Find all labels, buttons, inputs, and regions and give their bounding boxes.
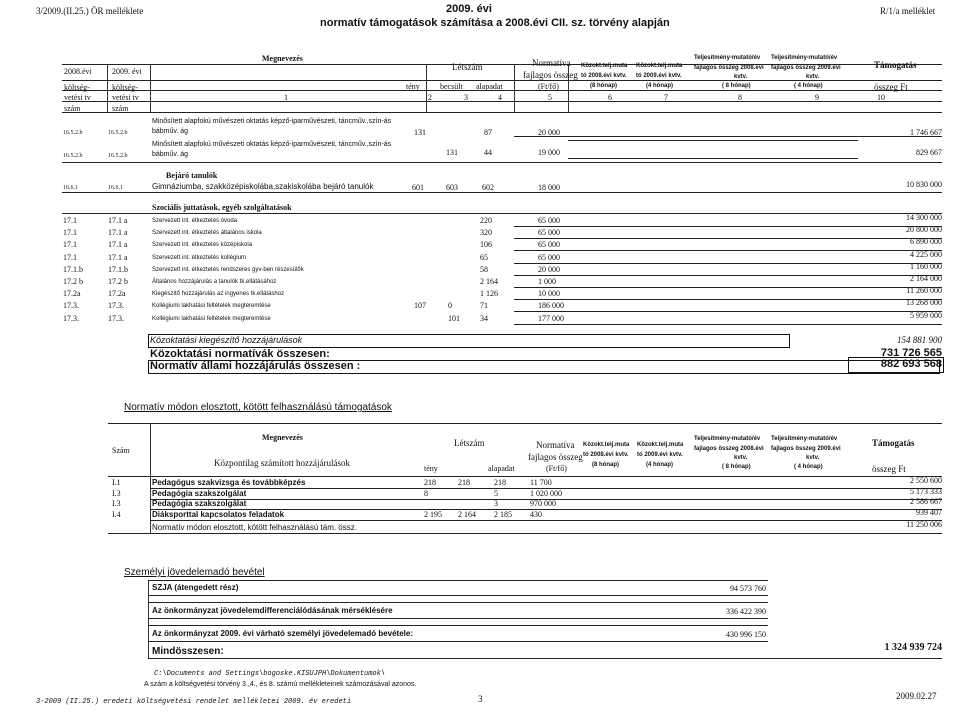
szoc-row-tamogatas: 6 890 000 (910, 237, 942, 246)
t2-header-kozokt1b: tó 2008.évi kvtv. (583, 452, 629, 458)
szoc-row-alapadat: 65 (480, 253, 488, 262)
t1-bejaro-title: Bejáró tanulók (166, 171, 218, 180)
szoc-row-tamogatas: 2 164 000 (910, 274, 942, 283)
t1-header-telj2c: kvtv. (806, 74, 820, 80)
t3-row1-value: 94 573 760 (730, 584, 766, 593)
szoc-row-normativa: 65 000 (538, 228, 560, 237)
szoc-row-alapadat: 1 126 (480, 289, 498, 298)
t1-szoc-title: Szociális juttatások, egyéb szolgáltatások (152, 203, 292, 212)
t2-header-szam: Szám (112, 446, 130, 455)
footer-note: A szám a költségvetési törvény 3.,4., és 8. számú mellékleteinek számozásával azonos. (144, 681, 417, 688)
t2-row-teny: 2 195 (424, 510, 442, 519)
t1-ossz-value: 731 726 565 (880, 347, 942, 359)
t1-colnum-4: 4 (498, 93, 502, 102)
szoc-row-code1: 17.1 (63, 216, 77, 225)
t1-colnum-1: 1 (284, 93, 288, 102)
t1-bejaro-label: Gimnáziumba, szakközépiskolába,szakiskolába bejáró tanulók (152, 182, 374, 191)
t2-row-alapadat: 5 (494, 489, 498, 498)
t1-row2-alapadat: 44 (484, 148, 492, 157)
szoc-row-normativa: 186 000 (538, 301, 564, 310)
t2-row-label: Pedagógia szakszolgálat (152, 499, 247, 508)
footer-path: C:\Documents and Settings\bogoske.KISUJPH\Dokumentumok\ (154, 670, 386, 678)
t2-row-tamogatas: 939 407 (916, 508, 942, 517)
t1-bejaro-tamogatas: 10 830 000 (906, 180, 942, 189)
t1-header-telj1b: fajlagos összeg 2008.évi (694, 65, 764, 71)
t2-row-alapadat: 2 185 (494, 510, 512, 519)
t1-header-teny: tény (406, 82, 420, 91)
szoc-row-label: Szervezett int. étkeztetés kollégium (152, 255, 247, 261)
szoc-row-normativa: 65 000 (538, 240, 560, 249)
t2-header-kozokt2c: (4 hónap) (646, 462, 673, 468)
t3-row2-value: 336 422 390 (726, 607, 766, 616)
t1-header-kozokt1a: Közokt.telj.muta (581, 63, 628, 69)
t2-header-alapadat: alapadat (488, 464, 515, 473)
t2-row-normativa: 11 700 (530, 478, 552, 487)
szoc-row-code1: 17.1.b (63, 265, 83, 274)
szoc-row-code1: 17.2 b (63, 277, 83, 286)
t1-header-osszeg: összeg Ft (874, 82, 908, 92)
t2-header-megnevezes: Megnevezés (262, 433, 303, 442)
t1-header-kozokt1c: (8 hónap) (590, 83, 617, 89)
t2-header-kozokt1c: (8 hónap) (592, 462, 619, 468)
t1-colnum-9: 9 (815, 93, 819, 102)
szoc-row-code2: 17.2a (108, 289, 126, 298)
szoc-row-code1: 17.1 (63, 253, 77, 262)
t2-row-alapadat: 3 (494, 499, 498, 508)
t2-header-tamogatas: Támogatás (872, 438, 915, 448)
szoc-row-tamogatas: 4 225 000 (910, 250, 942, 259)
t2-header-ftfo: (Ft/fő) (546, 464, 567, 473)
szoc-row-label: Szervezett int. étkeztetés óvoda (152, 218, 238, 224)
szoc-row-normativa: 1 000 (538, 277, 556, 286)
t2-header-teny: tény (424, 464, 438, 473)
szoc-row-alapadat: 58 (480, 265, 488, 274)
t1-header-kozokt2c: (4 hónap) (646, 83, 673, 89)
szoc-row-label: Szervezett int. étkeztetés rendszeres gyv-ben részesülők (152, 267, 304, 273)
szoc-row-tamogatas: 20 800 000 (906, 225, 942, 234)
t1-row1-label: Minősített alapfokú művészeti oktatás képző-iparművészeti, táncműv.,szín-ás bábműv. ág (152, 118, 392, 135)
szoc-row-normativa: 20 000 (538, 265, 560, 274)
t1-header-kozokt2a: Közokt.telj.muta (636, 63, 683, 69)
t2-header-osszeg: összeg Ft (872, 464, 906, 474)
t2-header-telj2c: kvtv. (806, 455, 820, 461)
szoc-row-alapadat: 34 (480, 314, 488, 323)
t3-row1-label: SZJA (átengedett rész) (152, 583, 239, 592)
t1-header-ftfo: (Ft/fő) (538, 82, 559, 91)
t1-colnum-5: 5 (548, 93, 552, 102)
t3-total-label: Mindösszesen: (152, 646, 224, 657)
szoc-row-tamogatas: 13 268 000 (906, 298, 942, 307)
szoc-row-alapadat: 2 164 (480, 277, 498, 286)
t2-row-label: Pedagógus szakvizsga és továbbképzés (152, 478, 306, 487)
szoc-row-code2: 17.1 a (108, 240, 128, 249)
t1-row2-tamogatas: 829 667 (916, 148, 942, 157)
t1-header-becsult: becsült (440, 82, 463, 91)
t1-row2-code2: 16.5.2.b (108, 153, 128, 159)
t2-row-szam: I.3 (112, 489, 121, 498)
t1-bejaro-teny: 601 (412, 183, 424, 192)
t1-header-vetesi2: vetési tv (112, 93, 139, 102)
t1-colnum-10: 10 (877, 93, 885, 102)
szoc-row-code2: 17.1 a (108, 228, 128, 237)
szoc-row-tamogatas: 11 260 000 (906, 286, 942, 295)
t2-row-teny: 218 (424, 478, 436, 487)
title-year: 2009. évi (446, 3, 492, 15)
t1-allami-label: Normatív állami hozzájárulás összesen : (150, 360, 361, 372)
szoc-row-code1: 17.3. (63, 314, 79, 323)
t1-header-alapadat: alapadat (476, 82, 503, 91)
t2-row-label: Pedagógia szakszolgálat (152, 489, 247, 498)
page-title: normatív támogatások számítása a 2008.évi CII. sz. törvény alapján (320, 17, 670, 29)
szoc-row-label: Szervezett int. étkeztetés középiskola (152, 242, 253, 248)
szoc-row-code2: 17.3. (108, 314, 124, 323)
szoc-row-teny: 107 (414, 301, 426, 310)
t2-header-telj1d: ( 8 hónap) (722, 464, 751, 470)
t2-row-szam: I.3 (112, 499, 121, 508)
szoc-row-becsult: 0 (448, 301, 452, 310)
t1-header-vetesi1: vetési tv (64, 93, 91, 102)
t3-title: Személyi jövedelemadó bevétel (124, 567, 265, 578)
t1-header-kozokt2b: tó 2009.évi kvtv. (636, 73, 682, 79)
footer-page-number: 3 (478, 694, 483, 704)
t2-row-tamogatas: 2 586 667 (910, 497, 942, 506)
t1-header-megnevezes: Megnevezés (262, 54, 303, 63)
szoc-row-code2: 17.3. (108, 301, 124, 310)
t2-header-letszam: Létszám (454, 438, 485, 448)
footer-date: 2009.02.27 (896, 691, 937, 701)
t2-row-alapadat: 218 (494, 478, 506, 487)
t1-header-telj2b: fajlagos összeg 2009.évi (771, 65, 841, 71)
t1-header-telj1c: kvtv. (734, 74, 748, 80)
t2-header-kozokt2a: Közokt.telj.muta (637, 442, 684, 448)
t1-colnum-2: 2 (428, 93, 432, 102)
t1-row1-normativa: 20 000 (538, 128, 560, 137)
szoc-row-becsult: 101 (448, 314, 460, 323)
t1-header-2008evi: 2008.évi (64, 67, 92, 76)
t2-header-telj2a: Teljesítmény-mutató/év (771, 436, 838, 442)
t1-kieg-label: Közoktatási kiegészítő hozzájárulások (150, 335, 303, 345)
t1-row2-normativa: 19 000 (538, 148, 560, 157)
t2-header-telj2b: fajlagos összeg 2009.évi (771, 446, 841, 452)
szoc-row-normativa: 65 000 (538, 253, 560, 262)
t2-sum-label: Normatív módon elosztott, kötött felhasználású tám. össz. (152, 523, 357, 532)
t2-header-normativa: Normatíva (536, 440, 575, 450)
t1-header-telj2a: Teljesítmény-mutató/év (771, 55, 838, 61)
szoc-row-code2: 17.1.b (108, 265, 128, 274)
top-right-ref: R/1/a melléklet (880, 6, 936, 16)
t1-header-letszam: Létszám (452, 62, 483, 72)
szoc-row-normativa: 10 000 (538, 289, 560, 298)
t2-row-normativa: 1 020 000 (530, 489, 562, 498)
footer-bottom-left: 3-2009 (II.25.) eredeti költségvetési rendelet mellékletei 2009. év eredeti (36, 698, 352, 706)
top-left-ref: 3/2009.(II.25.) ÖR melléklete (36, 6, 144, 16)
t1-row1-teny: 131 (414, 128, 426, 137)
t1-header-kozokt1b: tó 2008.évi kvtv. (581, 73, 627, 79)
t2-header-telj2d: ( 4 hónap) (794, 464, 823, 470)
szoc-row-label: Szervezett int. étkeztetés általános iskola (152, 230, 262, 236)
szoc-row-code1: 17.2a (63, 289, 81, 298)
t1-bejaro-becsult: 603 (446, 183, 458, 192)
t1-header-szam1: szám (64, 104, 81, 113)
szoc-row-code2: 17.1 a (108, 216, 128, 225)
t2-row-tamogatas: 5 173 333 (910, 487, 942, 496)
szoc-row-tamogatas: 1 160 000 (910, 262, 942, 271)
t2-sum-value: 11 250 006 (906, 520, 942, 529)
szoc-row-normativa: 65 000 (538, 216, 560, 225)
t1-colnum-8: 8 (738, 93, 742, 102)
t1-row1-tamogatas: 1 746 667 (910, 128, 942, 137)
t2-title: Normatív módon elosztott, kötött felhasználású támogatások (124, 402, 392, 413)
t1-kieg-value: 154 881 900 (897, 335, 942, 345)
t2-row-becsult: 218 (458, 478, 470, 487)
t1-colnum-7: 7 (664, 93, 668, 102)
t2-header-kozpont: Központilag számított hozzájárulások (214, 458, 350, 468)
t1-allami-value: 882 693 568 (880, 358, 942, 370)
szoc-row-label: Kollégiumi lakhatási feltételek megteremtése (152, 316, 271, 322)
t1-row1-alapadat: 87 (484, 128, 492, 137)
t1-header-szam2: szám (112, 104, 129, 113)
szoc-row-normativa: 177 000 (538, 314, 564, 323)
t2-row-tamogatas: 2 550 600 (910, 476, 942, 485)
t1-colnum-3: 3 (464, 93, 468, 102)
t1-header-koltseg2: költség- (112, 83, 138, 92)
t2-header-fajlagos: fajlagos összeg (528, 452, 583, 462)
szoc-row-code1: 17.3. (63, 301, 79, 310)
szoc-row-alapadat: 320 (480, 228, 492, 237)
t2-row-szam: I.1 (112, 478, 121, 487)
szoc-row-code1: 17.1 (63, 228, 77, 237)
t1-row2-becsult: 131 (446, 148, 458, 157)
t3-total-value: 1 324 939 724 (884, 642, 942, 653)
t3-row3-value: 430 996 150 (726, 630, 766, 639)
t1-row2-label: Minősített alapfokú művészeti oktatás képző-iparművészeti, táncműv.,szín-ás bábműv. ág (152, 141, 392, 158)
t1-row2-code1: 16.5.2.b (63, 153, 83, 159)
t3-row3-label: Az önkormányzat 2009. évi várható személyi jövedelemadó bevétele: (152, 629, 413, 638)
t1-header-telj2d: ( 4 hónap) (794, 83, 823, 89)
szoc-row-tamogatas: 14 300 000 (906, 213, 942, 222)
szoc-row-alapadat: 106 (480, 240, 492, 249)
t2-row-szam: I.4 (112, 510, 121, 519)
szoc-row-label: Kiegészítő hozzájárulás az ingyenes tk.ellátáshoz (152, 291, 285, 297)
t1-bejaro-code1: 16.6.1 (63, 185, 78, 191)
t1-header-normativa: Normatíva (532, 58, 571, 68)
t1-colnum-6: 6 (608, 93, 612, 102)
szoc-row-label: Kollégiumi lakhatási feltételek megteremtése (152, 303, 271, 309)
t2-header-telj1c: kvtv. (734, 455, 748, 461)
t2-row-normativa: 430 (530, 510, 542, 519)
t2-header-telj1b: fajlagos összeg 2008.évi (694, 446, 764, 452)
szoc-row-alapadat: 71 (480, 301, 488, 310)
t1-bejaro-alapadat: 602 (482, 183, 494, 192)
t1-bejaro-code2: 16.6.1 (108, 185, 123, 191)
t1-header-telj1d: ( 8 hónap) (722, 83, 751, 89)
t1-bejaro-normativa: 18 000 (538, 183, 560, 192)
szoc-row-alapadat: 220 (480, 216, 492, 225)
szoc-row-tamogatas: 5 959 000 (910, 311, 942, 320)
t2-row-normativa: 970 000 (530, 499, 556, 508)
t1-header-telj1a: Teljesítmény-mutató/év (694, 55, 761, 61)
t1-header-fajlagos: fajlagos összeg (523, 70, 578, 80)
t2-header-kozokt1a: Közokt.telj.muta (583, 442, 630, 448)
szoc-row-code2: 17.1 a (108, 253, 128, 262)
szoc-row-label: Általános hozzájárulás a tanulók tk.ellátásához (152, 279, 277, 285)
t2-row-teny: 8 (424, 489, 428, 498)
szoc-row-code1: 17.1 (63, 240, 77, 249)
t1-header-koltseg1: költség- (64, 83, 90, 92)
t2-row-becsult: 2 164 (458, 510, 476, 519)
t2-header-kozokt2b: tó 2009.évi kvtv. (637, 452, 683, 458)
t1-row1-code2: 16.5.2.b (108, 130, 128, 136)
t1-header-2009evi: 2009. évi (112, 67, 142, 76)
t1-ossz-label: Közoktatási normatívák összesen: (150, 348, 330, 360)
t1-row1-code1: 16.5.2.b (63, 130, 83, 136)
t2-row-label: Diáksporttal kapcsolatos feladatok (152, 510, 285, 519)
t1-header-tamogatas: Támogatás (874, 60, 917, 70)
t2-header-telj1a: Teljesítmény-mutató/év (694, 436, 761, 442)
t3-row2-label: Az önkormányzat jövedelemdifferenciálódásának mérséklésére (152, 606, 393, 615)
szoc-row-code2: 17.2 b (108, 277, 128, 286)
